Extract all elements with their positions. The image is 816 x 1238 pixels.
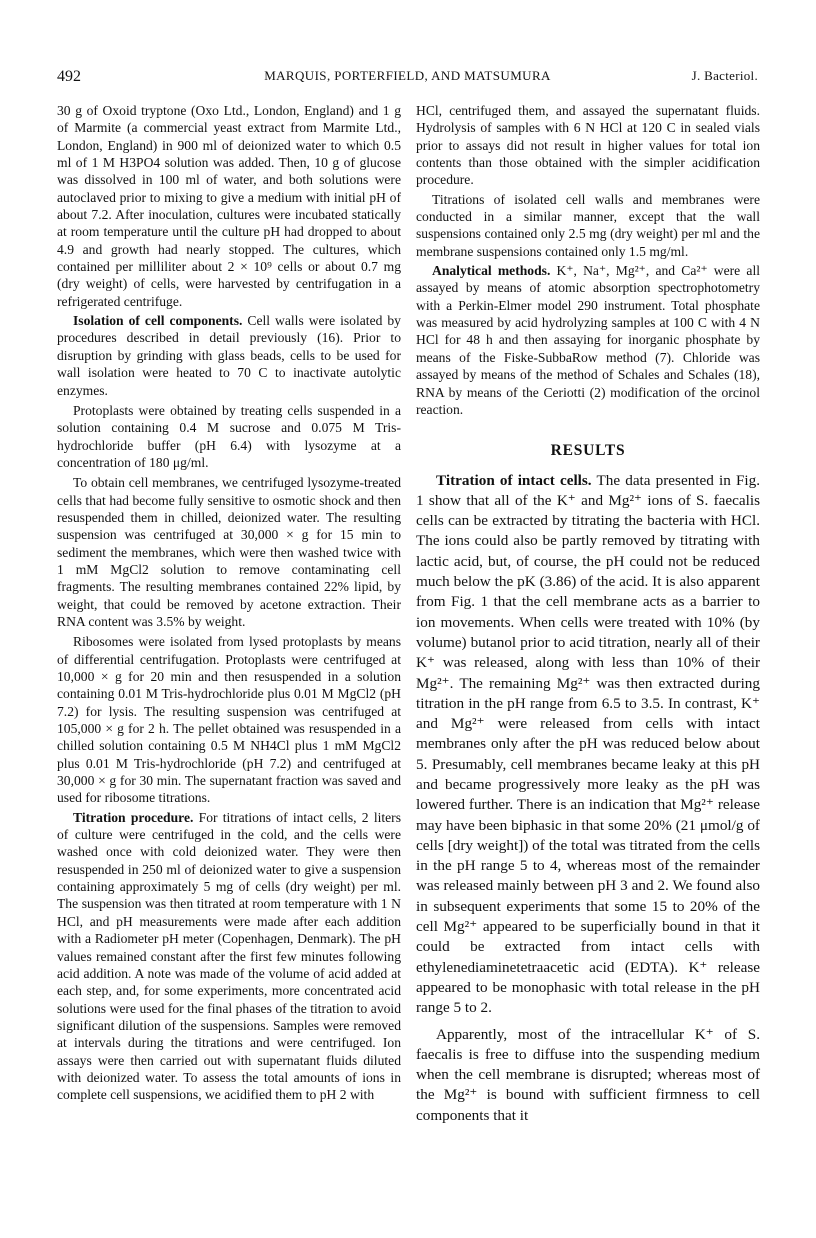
paragraph-walls: Titrations of isolated cell walls and membranes were conducted in a similar manner, except that the wall suspensions contained only 2.5 mg (dry weight) per ml and the membrane suspensions contained only 1.5 mg/ml. bbox=[416, 191, 760, 259]
running-header bbox=[57, 68, 758, 90]
paragraph-intact-cells bbox=[416, 471, 760, 1019]
paragraph-text: For titrations of intact cells, 2 liters of culture were centrifuged in the cold, and the cells were washed once with cold deionized water. They were then resuspended in 250 ml of deionized water to give a suspension containing approximately 5 mg of cells (dry weight) per ml. The suspension was then titrated at room temperature with 1 N HCl, and pH measurements were made after each addition with a Radiometer pH meter (Copenhagen, Denmark). The pH values remained constant after the first few minutes following acid addition. A note was made of the volume of acid added at each step, and, for some experiments, more concentrated acid solutions were used for the final phases of the titration to avoid significant dilution of the suspensions. Samples were removed at intervals during the titrations and were centrifuged. Ion assays were then carried out with supernatant fluids diluted with deionized water. To assess the total amounts of ions in complete cell suspensions, we acidified them to pH 2 with bbox=[57, 809, 401, 1103]
running-head-authors: MARQUIS, PORTERFIELD, AND MATSUMURA bbox=[264, 68, 551, 83]
right-column bbox=[416, 102, 760, 1126]
paragraph-medium: 30 g of Oxoid tryptone (Oxo Ltd., London, England) and 1 g of Marmite (a commercial yeast extract from Marmite Ltd., London, England) in 900 ml of deionized water to which 0.5 ml of 1 M H3PO4 solution was added. Then, 10 g of glucose was dissolved in 100 ml of water, and both solutions were autoclaved prior to mixing to give a medium with initial pH of about 7.2. After inoculation, cultures were incubated statically at room temperature until the culture pH had dropped to about 4.9 and growth had nearly stopped. The cultures, which contained per milliliter about 2 × 10⁹ cells or about 0.7 mg (dry weight) of cells, were harvested by centrifugation in a refrigerated centrifuge. bbox=[57, 103, 401, 309]
paragraph-protoplasts: Protoplasts were obtained by treating cells suspended in a solution containing 0.4 M sucrose and 0.075 M Tris-hydrochloride buffer (pH 6.4) with lysozyme at a concentration of 180 μg/ml. bbox=[57, 402, 401, 470]
section-runin-titration: Titration procedure. bbox=[73, 809, 194, 825]
paragraph-ribosomes: Ribosomes were isolated from lysed protoplasts by means of differential centrifugation. Protoplasts were centrifuged at 10,000 × g for 20 min and then resuspended in a solution containing 0.01 M Tris-hydrochloride plus 0.01 M MgCl2 (pH 7.2) for lysis. The resulting suspension was centrifuged at 105,000 × g for 2 h. The pellet obtained was resuspended in a chilled solution containing 0.5 M NH4Cl plus 1 mM MgCl2 plus 0.01 M Tris-hydrochloride (pH 7.2) and centrifuged at 30,000 × g for 30 min. The supernatant fraction was saved and used for ribosome titrations. bbox=[57, 634, 401, 806]
paragraph-text: K⁺, Na⁺, Mg²⁺, and Ca²⁺ were all assayed by means of atomic absorption spectrophotometry with a Perkin-Elmer model 290 instrument. Total phosphate was measured by acid hydrolyzing samples at 100 C with 4 N HCl for 48 h and then assaying for inorganic phosphate by means of the Fiske-SubbaRow method (7). Chloride was assayed by means of the method of Schales and Schales (18), RNA by means of the Ceriotti (2) modification of the orcinol reaction. bbox=[416, 263, 760, 417]
paragraph-membranes: To obtain cell membranes, we centrifuged lysozyme-treated cells that had become fully sensitive to osmotic shock and then resuspended them in chilled, deionized water. The resulting suspension was centrifuged at 30,000 × g for 15 min to sediment the membranes, which were then washed twice with 1 mM MgCl2 solution to remove contaminating cell fragments. The resulting membranes contained 22% lipid, by weight, that could be removed by acetone extraction. Their RNA content was 3.5% by weight. bbox=[57, 475, 401, 629]
paragraph-text: Cell walls were isolated by procedures described in detail previously (16). Prior to disruption by grinding with glass beads, cells to be used for wall isolation were heated to 70 C to inactivate autolytic enzymes. bbox=[57, 313, 401, 398]
paragraph-text: The data presented in Fig. 1 show that all of the K⁺ and Mg²⁺ ions of S. faecalis cells can be extracted by titrating the bacteria with HCl. The ions could also be partly removed by titrating with lactic acid, but, of course, the pH could not be reduced much below the pK (3.86) of the acid. It is also apparent from Fig. 1 that the cell membrane acts as a barrier to ion movements. When cells were treated with 10% (by volume) butanol prior to acid titration, nearly all of their K⁺ was released, along with less than 10% of their Mg²⁺. The remaining Mg²⁺ was then extracted during titration in the pH range from 6.5 to 3.5. In contrast, K⁺ and Mg²⁺ were released from cells with intact membranes only after the pH was reduced below about 5. Presumably, cell membranes became leaky at this pH and became progressively more leaky as the pH was lowered further. There is an indication that Mg²⁺ release may have been biphasic in that some 20% (21 μmol/g of cells [dry weight]) of the total was titrated from the cells in the pH range 5 to 4, whereas most of the remainder was released mainly between pH 3 and 2. We found also in subsequent experiments that some 15 to 20% of the cell Mg²⁺ appeared to be superficially bound in that it could be extracted from intact cells with ethylenediaminetetraacetic acid (EDTA). K⁺ release appeared to be monophasic with total release in the pH range 5 to 2. bbox=[416, 471, 760, 1017]
paragraph-analytical bbox=[416, 262, 760, 418]
section-runin-intact: Titration of intact cells. bbox=[436, 471, 592, 489]
section-heading-results: RESULTS bbox=[550, 442, 626, 460]
section-runin-isolation: Isolation of cell components. bbox=[73, 313, 243, 329]
paragraph-isolation bbox=[57, 312, 401, 399]
results-body bbox=[416, 471, 760, 1127]
paragraph-apparently: Apparently, most of the intracellular K⁺ of S. faecalis is free to diffuse into the suspending medium when the cell membrane is disrupted; whereas most of the Mg²⁺ is bound with sufficient firmness to cell components that it bbox=[416, 1025, 760, 1124]
paragraph-titration bbox=[57, 809, 401, 1104]
section-runin-analytical: Analytical methods. bbox=[432, 263, 551, 279]
page-number: 492 bbox=[57, 68, 81, 85]
left-column bbox=[57, 102, 401, 1104]
paragraph-continued: HCl, centrifuged them, and assayed the supernatant fluids. Hydrolysis of samples with 6 N HCl at 120 C in sealed vials prior to assays did not result in higher values for total ion contents than those obtained with the simpler acidification procedure. bbox=[416, 103, 760, 188]
running-head-journal: J. Bacteriol. bbox=[691, 68, 758, 83]
